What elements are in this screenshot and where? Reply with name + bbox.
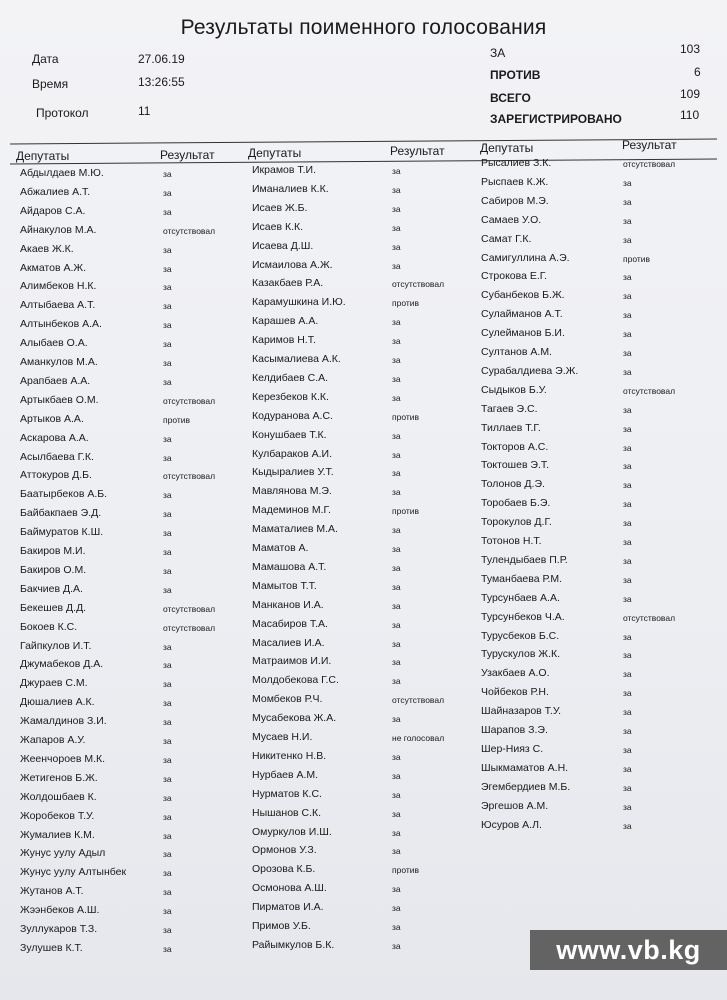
vote-result: за [623,499,632,510]
za-label: ЗА [490,46,506,60]
vote-result: за [623,763,632,774]
deputy-name: Айдаров С.А. [20,204,86,217]
vote-result: за [163,433,172,444]
vote-result: за [623,782,632,793]
deputy-name: Сыдыков Б.У. [481,383,547,396]
vote-result: за [163,187,172,198]
deputy-name: Матраимов И.И. [252,655,332,668]
vote-result: за [623,404,632,415]
deputy-name: Жамалдинов З.И. [20,715,107,728]
deputy-name: Асылбаева Г.К. [20,450,94,463]
vote-result: за [392,222,401,233]
vote-result: за [392,487,401,498]
vote-result: за [163,849,172,860]
deputy-name: Токтошев Э.Т. [481,459,550,472]
vote-result: отсутствовал [163,395,216,406]
vote-result: за [623,726,632,736]
vote-result: отсутствовал [163,603,216,614]
vote-result: за [392,166,401,176]
vote-result: за [163,736,172,746]
vsego-label: ВСЕГО [490,91,531,105]
vote-result: за [392,260,401,271]
vote-result: за [163,830,172,841]
vote-result: за [392,770,401,781]
vote-result: за [392,562,401,573]
deputy-name: Аттокуров Д.Б. [20,469,92,482]
time-value: 13:26:55 [138,75,185,89]
deputy-name: Толонов Д.Э. [481,478,545,491]
vote-result: за [392,600,401,611]
deputy-name: Нышанов С.К. [252,806,322,819]
vote-result: за [623,329,632,340]
deputy-name: Тиллаев Т.Г. [481,421,541,434]
deputy-name: Мавлянова М.Э. [252,485,332,498]
vote-result: за [163,301,172,312]
deputy-name: Келдибаев С.А. [252,371,329,384]
deputy-name: Сулайманов А.Т. [481,308,563,321]
deputy-name: Исаев Ж.Б. [252,201,308,214]
vote-result: за [623,272,632,283]
vote-result: за [163,244,172,255]
deputy-name: Чойбеков Р.Н. [481,686,549,699]
vote-result: за [623,688,632,699]
deputy-name: Бакчиев Д.А. [20,582,83,595]
deputy-name: Мадеминов М.Г. [252,504,331,517]
deputy-name: Мусабекова Ж.А. [252,712,337,725]
vote-result: за [163,282,172,293]
vote-result: за [163,773,172,784]
registered-value: 110 [680,108,700,122]
deputy-name: Зуллукаров Т.З. [20,923,98,935]
deputy-name: Шайназаров Т.У. [481,705,562,718]
deputy-name: Торобаев Б.Э. [481,497,551,510]
time-label: Время [32,77,69,91]
deputy-name: Шер-Нияз С. [481,742,544,755]
vote-result: отсутствовал [623,385,676,396]
vote-result: за [163,887,172,898]
protocol-value: 11 [138,104,151,118]
vote-result: за [163,754,172,765]
deputy-name: Самигуллина А.Э. [481,251,570,264]
vote-result: за [163,169,172,179]
vote-result: за [163,509,172,520]
vote-result: отсутствовал [392,279,445,290]
vote-result: за [163,925,172,935]
vote-result: за [392,751,401,762]
deputy-name: Икрамов Т.И. [252,164,317,176]
deputy-name: Жапаров А.У. [20,734,86,746]
vote-result: за [163,792,172,803]
deputy-name: Бекешев Д.Д. [20,601,87,614]
deputy-name: Бакиров О.М. [20,563,87,576]
deputy-name: Ормонов У.З. [252,844,317,857]
deputy-name: Баймуратов К.Ш. [20,526,104,539]
vsego-value: 109 [680,87,701,101]
date-label: Дата [32,52,59,66]
deputy-name: Тагаев Э.С. [481,402,538,415]
deputy-name: Кодуранова А.С. [252,409,333,422]
vote-result: против [623,253,651,264]
deputy-name: Бакиров М.И. [20,545,86,557]
vote-result: против [392,506,420,517]
vote-result: за [392,884,401,895]
deputy-name: Эргешов А.М. [481,799,549,812]
vote-result: отсутствовал [392,695,445,706]
deputy-name: Сулейманов Б.И. [481,327,565,340]
deputy-name: Конушбаев Т.К. [252,428,327,441]
za-value: 103 [680,42,701,56]
protocol-label: Протокол [36,106,89,120]
deputy-name: Рысалиев З.К. [481,157,552,169]
deputy-name: Омуркулов И.Ш. [252,825,332,838]
vote-result: за [163,490,172,501]
vote-result: против [392,298,420,309]
vote-result: за [163,565,172,576]
vote-result: за [392,468,401,479]
vote-result: за [392,922,401,932]
deputy-name: Мусаев Н.И. [252,731,313,743]
vote-result: за [392,581,401,592]
vote-result: за [163,584,172,595]
vote-result: за [623,801,632,812]
deputy-name: Юсуров А.Л. [481,818,542,831]
vote-result: за [392,241,401,252]
protiv-label: ПРОТИВ [490,68,541,82]
vote-result: за [392,619,401,630]
vote-result: за [392,544,401,554]
deputy-name: Исаева Д.Ш. [252,239,314,252]
vote-result: за [163,263,172,274]
deputy-name: Жумалиев К.М. [20,828,95,841]
vote-result: за [163,943,172,954]
vote-result: за [392,184,401,195]
vote-result: за [623,423,632,434]
vote-result: за [392,657,401,668]
meta-block [32,52,232,132]
deputy-name: Карамушкина И.Ю. [252,296,346,309]
vote-result: за [392,940,401,951]
deputy-name: Масалиев И.А. [252,636,325,649]
deputy-name: Зулушев К.Т. [20,941,83,954]
vote-result: за [623,744,632,755]
deputy-name: Жунус уулу Алтынбек [20,866,127,879]
page-title: Результаты поименного голосования [180,16,547,39]
deputy-name: Джумабеков Д.А. [20,658,104,671]
deputy-name: Шыкмаматов А.Н. [481,761,569,774]
vote-result: за [623,461,632,472]
deputy-name: Мамашова А.Т. [252,560,327,573]
vote-result: за [163,679,172,690]
registered-label: ЗАРЕГИСТРИРОВАНО [490,112,622,126]
deputy-name: Абдылдаев М.Ю. [20,167,104,179]
deputy-name: Исаев К.К. [252,220,304,233]
vote-result: за [163,698,172,709]
vote-result: отсутствовал [163,622,216,633]
deputy-name: Орозова К.Б. [252,863,316,876]
vote-result: за [392,827,401,838]
deputy-name: Жеенчороев М.К. [20,752,106,765]
vote-result: за [163,206,172,217]
deputy-name: Жутанов А.Т. [20,885,84,898]
vote-result: за [392,638,401,649]
deputy-name: Кыдыралиев У.Т. [252,466,334,479]
deputy-name: Тотонов Н.Т. [481,535,542,547]
date-value: 27.06.19 [138,52,185,66]
deputy-name: Самаев У.О. [481,213,542,226]
vote-result: за [623,196,632,207]
deputy-name: Молдобекова Г.С. [252,674,339,687]
vote-result: за [623,348,632,358]
deputy-name: Узакбаев А.О. [481,667,550,680]
deputy-name: Карашев А.А. [252,315,319,328]
vote-result: за [163,339,172,350]
vote-result: за [623,234,632,245]
vote-result: за [163,358,172,368]
vote-result: отсутствовал [623,612,676,623]
vote-result: за [392,449,401,460]
deputy-name: Джураев С.М. [20,677,88,690]
vote-result: за [392,676,401,687]
deputy-name: Самат Г.К. [481,232,532,245]
deputy-name: Строкова Е.Г. [481,270,548,283]
vote-result: отсутствовал [623,159,676,169]
deputy-name: Кулбараков А.И. [252,447,332,460]
deputy-name: Турускулов Ж.К. [481,648,561,661]
deputy-name: Пирматов И.А. [252,901,324,914]
totals-block [490,42,710,132]
deputy-name: Алтыбаева А.Т. [20,299,96,312]
vote-result: за [623,593,632,604]
vote-result: за [163,320,172,331]
vote-result: за [392,903,401,914]
header-divider-bottom [10,159,717,165]
deputy-name: Жунус уулу Адыл [20,847,106,860]
vote-result: за [623,707,632,718]
deputy-name: Рыспаев К.Ж. [481,175,549,188]
deputy-name: Мамытов Т.Т. [252,579,317,592]
deputy-name: Гайпкулов И.Т. [20,639,92,652]
col1-deputies-header: Депутаты [16,149,70,163]
vote-result: за [392,808,401,819]
vote-result: за [392,789,401,800]
deputy-name: Баатырбеков А.Б. [20,488,108,501]
deputy-name: Примов У.Б. [252,920,311,932]
vote-result: за [623,574,632,585]
deputy-name: Нурбаев А.М. [252,768,319,781]
protiv-value: 6 [694,65,701,79]
vote-result: за [392,317,401,328]
vote-result: за [163,376,172,387]
deputy-name: Сурабалдиева Э.Ж. [481,364,579,377]
deputy-name: Манканов И.А. [252,598,324,611]
deputy-name: Осмонова А.Ш. [252,882,327,895]
vote-result: отсутствовал [163,471,216,482]
vote-result: за [392,714,401,725]
deputy-name: Тулендыбаев П.Р. [481,553,568,566]
deputy-name: Масабиров Т.А. [252,617,328,630]
vote-result: за [392,525,401,536]
vote-result: за [392,392,401,403]
vote-result: за [163,811,172,822]
vote-result: за [163,641,172,652]
vote-result: за [623,215,632,226]
deputy-name: Аскарова А.А. [20,431,89,444]
vote-result: за [392,203,401,214]
deputy-name: Шарапов З.Э. [481,724,548,736]
vote-result: за [623,442,632,453]
vote-result: за [163,717,172,728]
deputy-name: Касымалиева А.К. [252,353,341,365]
deputy-name: Эгембердиев М.Б. [481,780,571,793]
vote-result: отсутствовал [163,225,216,236]
watermark: www.vb.kg [530,930,727,970]
deputy-name: Райымкулов Б.К. [252,938,335,951]
deputy-name: Алыбаев О.А. [20,337,88,350]
deputy-name: Субанбеков Б.Ж. [481,289,565,302]
vote-result: за [623,518,632,529]
vote-result: за [163,452,172,463]
col1-result-header: Результат [160,148,215,162]
deputy-name: Турусбеков Б.С. [481,629,560,642]
deputy-name: Сабиров М.Э. [481,194,549,207]
vote-result: за [392,430,401,441]
deputy-name: Жолдошбаев К. [20,790,97,803]
col3-deputies-header: Депутаты [480,141,534,155]
deputy-name: Казакбаев Р.А. [252,277,324,290]
deputy-name: Алимбеков Н.К. [20,280,97,293]
deputy-name: Акаев Ж.К. [20,242,74,255]
vote-result: за [163,868,172,879]
deputy-name: Акматов А.Ж. [20,261,86,274]
deputy-name: Токторов А.С. [481,440,549,453]
deputy-name: Алтынбеков А.А. [20,318,102,331]
vote-result: за [623,310,632,321]
deputy-name: Дюшалиев А.К. [20,696,95,709]
deputy-name: Керезбеков К.К. [252,390,329,403]
deputy-name: Айнакулов М.А. [20,223,97,236]
deputy-name: Исмаилова А.Ж. [252,258,333,271]
vote-result: за [163,547,172,557]
vote-result: за [392,846,401,857]
vote-result: за [623,177,632,188]
vote-result: за [623,555,632,566]
vote-result: против [163,414,191,425]
deputy-name: Иманалиев К.К. [252,182,329,195]
vote-result: за [623,537,632,547]
vote-result: за [623,650,632,661]
deputy-name: Никитенко Н.В. [252,749,327,762]
deputy-name: Турсунбаев А.А. [481,591,560,604]
vote-result: за [623,631,632,642]
deputy-name: Турсунбеков Ч.А. [481,610,565,623]
deputy-name: Аманкулов М.А. [20,356,98,368]
col2-deputies-header: Депутаты [248,146,302,160]
header-divider-top [10,139,717,145]
deputy-name: Жээнбеков А.Ш. [20,904,100,917]
vote-result: за [163,660,172,671]
vote-result: за [623,480,632,491]
vote-result: против [392,865,420,876]
vote-result: не голосовал [392,733,445,743]
deputy-name: Бокоев К.С. [20,620,78,633]
deputy-name: Маматов А. [252,542,309,554]
vote-result: за [623,366,632,377]
vote-result: за [392,355,401,365]
col3-result-header: Результат [622,138,677,152]
deputy-name: Момбеков Р.Ч. [252,693,323,706]
deputy-name: Артыкбаев О.М. [20,393,99,406]
deputy-name: Нурматов К.С. [252,787,322,800]
vote-result: за [623,669,632,680]
vote-result: за [392,373,401,384]
deputy-name: Байбакпаев Э.Д. [20,507,102,520]
deputy-name: Жоробеков Т.У. [20,809,95,822]
vote-result: за [163,906,172,917]
deputy-name: Торокулов Д.Г. [481,516,552,529]
deputy-name: Маматалиев М.А. [252,523,338,536]
deputy-name: Султанов А.М. [481,346,552,358]
deputy-name: Каримов Н.Т. [252,334,316,347]
deputy-name: Абжалиев А.Т. [20,185,91,198]
deputy-name: Артыков А.А. [20,412,84,425]
deputy-name: Туманбаева Р.М. [481,572,563,585]
deputy-name: Жетигенов Б.Ж. [20,771,98,784]
col2-result-header: Результат [390,144,445,158]
vote-result: за [623,820,632,831]
deputy-name: Арапбаев А.А. [20,374,91,387]
vote-result: за [623,291,632,302]
vote-result: за [392,336,401,347]
vote-result: за [163,528,172,539]
vote-result: против [392,411,420,422]
